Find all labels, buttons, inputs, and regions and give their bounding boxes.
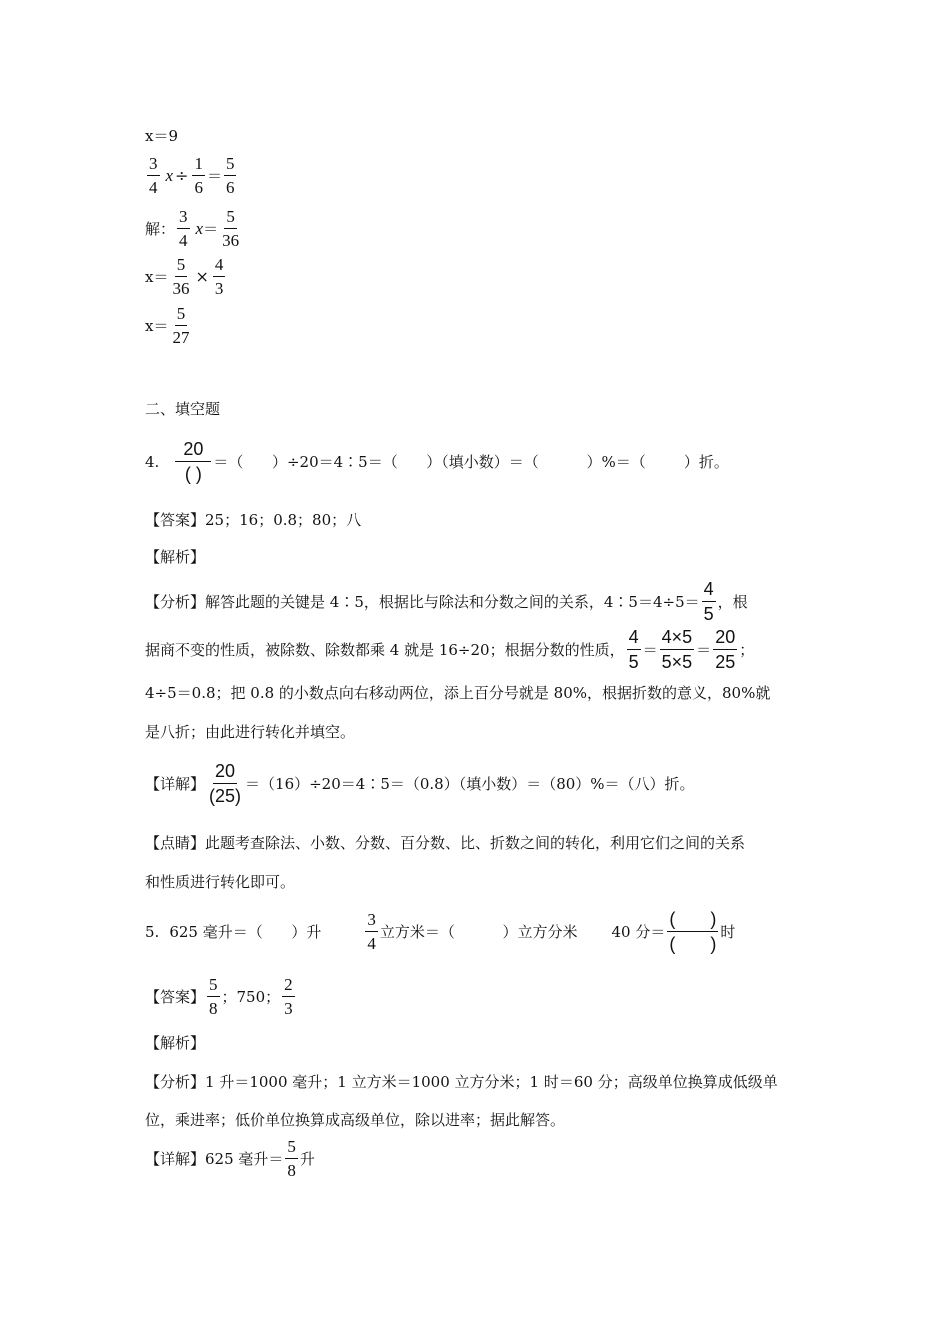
question-4: 4. $\frac{20}{( )}$ ＝（ ）÷20＝4∶5＝（ ）（填小数）＝（ ）%＝（ ）折。 (145, 439, 729, 484)
solution-step-3: x＝ $\frac{5}{27}$ (145, 304, 190, 347)
fraction: $\frac{5}{27}$ (172, 304, 190, 347)
fraction: $\frac{4}{5}$ (703, 579, 714, 624)
question-4-dianjing-line-2: 和性质进行转化即可。 (145, 873, 296, 891)
equation-line-x-eq-9: x＝9 (145, 127, 179, 145)
fraction: $\frac{4\times 5}{5\times 5}$ (661, 627, 693, 672)
question-4-dianjing-line-1: 【点睛】 此题考查除法、小数、分数、百分数、比、折数之间的转化，利用它们之间的关系 (145, 834, 746, 852)
question-5-analysis-tag: 【解析】 (145, 1034, 206, 1052)
fraction: $\frac{5}{6}$ (225, 154, 235, 197)
question-5: 5. 625 毫升＝（ ）升 $\frac{3}{4}$ 立方米＝（ ）立方分米 40 分＝ $\frac{( )}{( )}$ 时 (145, 909, 736, 954)
fraction: $\frac{4}{3}$ (214, 255, 224, 298)
fraction: $\frac{3}{4}$ (149, 154, 158, 197)
fraction: $\frac{5}{8}$ (287, 1137, 296, 1180)
equation-line-1: $\frac{3}{4}$ x ÷ $\frac{1}{6}$ ＝ $\frac{5}{6}$ (149, 154, 235, 197)
fraction: $\frac{5}{36}$ (172, 255, 190, 298)
fraction: $\frac{4}{5}$ (628, 627, 639, 672)
question-5-detail: 【详解】 625 毫升＝ $\frac{5}{8}$ 升 (145, 1137, 315, 1180)
fraction: $\frac{1}{6}$ (194, 154, 203, 197)
fraction: $\frac{20}{25}$ (715, 627, 736, 672)
solution-line: 解： $\frac{3}{4}$ x ＝ $\frac{5}{36}$ (145, 207, 240, 250)
fraction: $\frac{( )}{( )}$ (669, 909, 717, 954)
question-5-answer: 【答案】 $\frac{5}{8}$ ；750； $\frac{2}{3}$ (145, 975, 293, 1018)
question-4-fenxi-line-2: 据商不变的性质，被除数、除数都乘 4 就是 16÷20；根据分数的性质， $\frac{4}{5}$ ＝ $\frac{4\times 5}{5\times 5}$ ＝ $\frac{20}{25}$ ； (145, 627, 755, 672)
fraction: $\frac{3}{4}$ (179, 207, 188, 250)
section-title: 二、填空题 (145, 400, 221, 418)
question-4-fenxi-line-3: 4÷5＝0.8；把 0.8 的小数点向右移动两位，添上百分号就是 80%，根据折数的意义，80%就 (145, 684, 771, 702)
fraction: $\frac{5}{8}$ (209, 975, 218, 1018)
question-4-analysis-tag: 【解析】 (145, 548, 206, 566)
question-5-fenxi-line-2: 位，乘进率；低价单位换算成高级单位，除以进率；据此解答。 (145, 1111, 566, 1129)
question-4-fenxi-line-4: 是八折；由此进行转化并填空。 (145, 723, 356, 741)
question-5-fenxi-line-1: 【分析】 1 升＝1000 毫升；1 立方米＝1000 立方分米；1 时＝60 分；高级单位换算成低级单 (145, 1073, 778, 1091)
question-4-detail: 【详解】 $\frac{20}{(25)}$ ＝（16）÷20＝4∶5＝（0.8）（填小数）＝（80）%＝（八）折。 (145, 761, 695, 806)
fraction: $\frac{20}{(25)}$ (209, 761, 242, 806)
question-4-answer: 【答案】 25；16；0.8；80；八 (145, 511, 362, 529)
fraction: $\frac{5}{36}$ (222, 207, 240, 250)
fraction: $\frac{2}{3}$ (284, 975, 293, 1018)
solution-step-2: x＝ $\frac{5}{36}$ × $\frac{4}{3}$ (145, 255, 224, 298)
question-4-fenxi-line-1: 【分析】 解答此题的关键是 4∶5，根据比与除法和分数之间的关系，4∶5＝4÷5＝ $\frac{4}{5}$ ，根 (145, 579, 748, 624)
question-4-fraction: $\frac{20}{( )}$ (175, 440, 211, 483)
fraction: $\frac{3}{4}$ (367, 910, 376, 953)
